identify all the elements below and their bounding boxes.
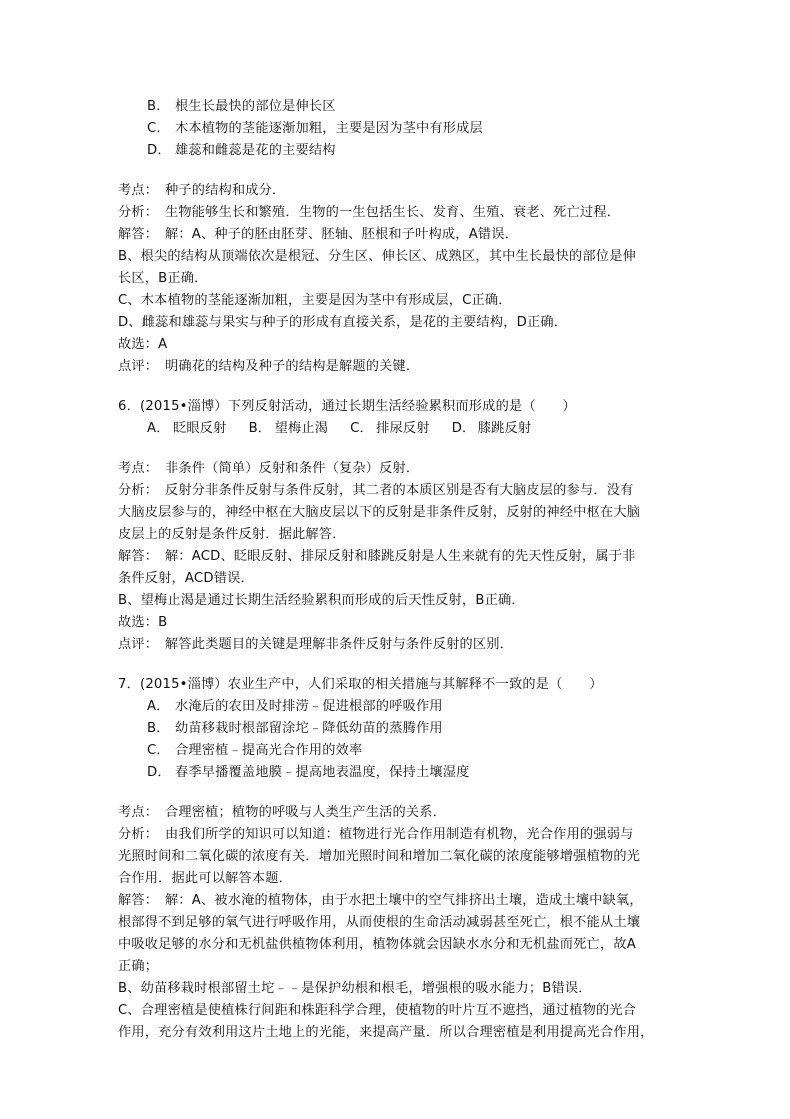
option-d: D． 雄蕊和雌蕊是花的主要结构 bbox=[147, 143, 336, 158]
q5-explain-b: B、根尖的结构从顶端依次是根冠、分生区、伸长区、成熟区，其中生长最快的部位是伸 bbox=[118, 249, 636, 264]
q7-jieda: 解答： 解：A、被水淹的植物体，由于水把土壤中的空气排挤出土壤，造成土壤中缺氧， bbox=[118, 893, 643, 908]
q6-answer: 故选：B bbox=[118, 615, 168, 630]
q5-fenxi: 分析： 生物能够生长和繁殖．生物的一生包括生长、发育、生殖、衰老、死亡过程． bbox=[118, 205, 621, 220]
q7-explain-c: C、合理密植是使植株行间距和株距科学合理，使植物的叶片互不遮挡，通过植物的光合 bbox=[118, 1003, 637, 1018]
q5-dianping: 点评： 明确花的结构及种子的结构是解题的关键． bbox=[118, 359, 420, 374]
option-b: B． 根生长最快的部位是伸长区 bbox=[147, 99, 336, 114]
q7-fenxi-cont1: 光照时间和二氧化碳的浓度有关．增加光照时间和增加二氧化碳的浓度能够增强植物的光 bbox=[118, 849, 641, 864]
option-c: C． 木本植物的茎能逐渐加粗，主要是因为茎中有形成层 bbox=[147, 121, 483, 136]
q7-option-c: C． 合理密植﹣提高光合作用的效率 bbox=[147, 743, 363, 758]
q6-jieda-cont: 条件反射，ACD错误． bbox=[118, 571, 254, 586]
q6-option-a: A． 眨眼反射 bbox=[147, 421, 227, 436]
q6-option-b: B． 望梅止渴 bbox=[248, 421, 329, 436]
q6-dianping: 点评： 解答此类题目的关键是理解非条件反射与条件反射的区别． bbox=[118, 637, 514, 652]
q7-explain-c-cont: 作用，充分有效利用这片土地上的光能，来提高产量．所以合理密植是利用提高光合作用， bbox=[118, 1025, 654, 1040]
q6-fenxi-cont2: 皮层上的反射是条件反射．据此解答． bbox=[118, 527, 346, 542]
q7-fenxi: 分析： 由我们所学的知识可以知道：植物进行光合作用制造有机物，光合作用的强弱与 bbox=[118, 827, 634, 842]
q7-jieda-cont3: 正确； bbox=[118, 959, 159, 974]
q7-kaodian: 考点： 合理密植；植物的呼吸与人类生产生活的关系． bbox=[118, 805, 447, 820]
q7-jieda-cont1: 根部得不到足够的氧气进行呼吸作用，从而使根的生命活动减弱甚至死亡，根不能从土壤 bbox=[118, 915, 641, 930]
q5-jieda: 解答： 解：A、种子的胚由胚芽、胚轴、胚根和子叶构成，A错误． bbox=[118, 227, 519, 242]
q5-explain-c: C、木本植物的茎能逐渐加粗，主要是因为茎中有形成层，C正确． bbox=[118, 293, 512, 308]
q5-kaodian: 考点： 种子的结构和成分． bbox=[118, 183, 286, 198]
q5-explain-b-cont: 长区，B正确． bbox=[118, 271, 208, 286]
q6-option-d: D． 膝跳反射 bbox=[451, 421, 532, 436]
q7-jieda-cont2: 中吸收足够的水分和无机盐供植物体利用，植物体就会因缺水水分和无机盐而死亡，故A bbox=[118, 937, 636, 952]
q6-options-row bbox=[147, 419, 553, 439]
q6-kaodian: 考点： 非条件（简单）反射和条件（复杂）反射． bbox=[118, 461, 420, 476]
q6-jieda: 解答： 解：ACD、眨眼反射、排尿反射和膝跳反射是人生来就有的先天性反射，属于非 bbox=[118, 549, 636, 564]
q6-option-c: C． 排尿反射 bbox=[350, 421, 430, 436]
q7-option-a: A． 水淹后的农田及时排涝﹣促进根部的呼吸作用 bbox=[147, 699, 443, 714]
q7-fenxi-cont2: 合作用．据此可以解答本题． bbox=[118, 871, 293, 886]
q7-option-d: D． 春季早播覆盖地膜﹣提高地表温度，保持土壤湿度 bbox=[147, 765, 470, 780]
q6-stem: 6．(2015•淄博）下列反射活动，通过长期生活经验累积而形成的是（ ） bbox=[118, 399, 576, 414]
q6-fenxi-cont1: 大脑皮层参与的，神经中枢在大脑皮层以下的反射是非条件反射，反射的神经中枢在大脑 bbox=[118, 505, 641, 520]
q6-fenxi: 分析： 反射分非条件反射与条件反射，其二者的本质区别是否有大脑皮层的参与．没有 bbox=[118, 483, 634, 498]
q7-option-b: B． 幼苗移栽时根部留涂坨﹣降低幼苗的蒸腾作用 bbox=[147, 721, 443, 736]
q7-stem: 7．(2015•淄博）农业生产中，人们采取的相关措施与其解释不一致的是（ ） bbox=[118, 677, 603, 692]
q6-explain-b: B、望梅止渴是通过长期生活经验累积而形成的后天性反射，B正确． bbox=[118, 593, 525, 608]
q5-explain-d: D、雌蕊和雄蕊与果实与种子的形成有直接关系，是花的主要结构，D正确． bbox=[118, 315, 568, 330]
q5-answer: 故选：A bbox=[118, 337, 168, 352]
q7-explain-b: B、幼苗移栽时根部留土坨﹣﹣是保护幼根和根毛，增强根的吸水能力；B错误． bbox=[118, 981, 592, 996]
